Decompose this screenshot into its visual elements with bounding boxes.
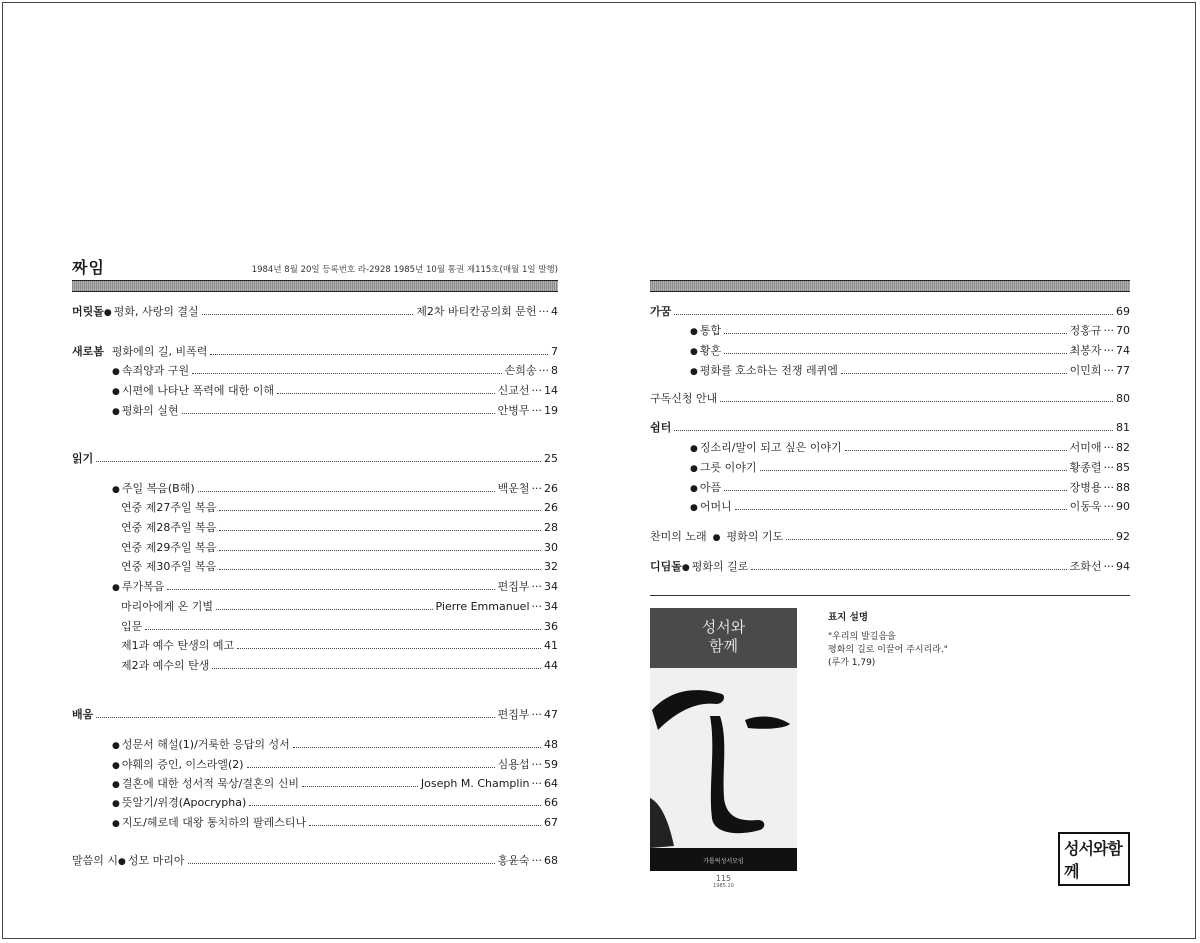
toc-entry-title: 아픔 (699, 481, 722, 494)
dot-leader (237, 648, 541, 649)
toc-entry-title: 성모 마리아 (127, 854, 185, 867)
bullet-icon: ● (112, 407, 120, 417)
toc-section-label: 배움 (72, 708, 94, 721)
toc-entry (690, 441, 1130, 456)
toc-entry (650, 560, 1130, 575)
toc-entry-page: 92 (1116, 530, 1130, 543)
toc-entry (112, 364, 558, 379)
toc-entry-title: 입문 (121, 620, 143, 633)
toc-entry-page: 80 (1116, 392, 1130, 405)
toc-entry-page: 7 (551, 345, 558, 358)
dot-leader (167, 589, 494, 590)
toc-entry-page: 26 (544, 501, 558, 514)
author-dots: ··· (1103, 500, 1114, 513)
dot-leader (760, 470, 1067, 471)
toc-entry-title: 평화의 실현 (121, 404, 179, 417)
toc-entry-title: 평화, 사랑의 결실 (113, 305, 199, 318)
author-dots: ··· (531, 708, 542, 721)
toc-entry-title: 루가복음 (121, 580, 165, 593)
author-dots: ··· (538, 305, 549, 318)
toc-entry-author: 이민희 (1069, 364, 1102, 377)
toc-entry-title: 제2과 예수의 탄생 (121, 659, 210, 672)
toc-entry (112, 796, 558, 811)
toc-section-label: 가꿈 (650, 305, 672, 318)
toc-entry-title: 마리아에게 온 기별 (121, 600, 214, 613)
toc-entry-author: Pierre Emmanuel (435, 600, 530, 613)
dot-leader (786, 539, 1113, 540)
face-brush-icon (650, 668, 797, 848)
dot-leader (210, 354, 548, 355)
cover-title (650, 618, 797, 656)
toc-entry (121, 639, 558, 653)
bullet-icon: ● (112, 761, 120, 771)
toc-entry (72, 452, 558, 466)
toc-entry-title: 주일 복음(B해) (121, 482, 195, 495)
toc-entry (650, 421, 1130, 435)
toc-entry (112, 738, 558, 753)
toc-section-label: 구독신청 안내 (650, 392, 718, 405)
toc-entry-title: 성문서 해설(1)/거룩한 응답의 성서 (121, 738, 290, 751)
toc-entry (690, 481, 1130, 496)
bullet-separator-icon: ● (712, 533, 721, 543)
toc-entry (690, 324, 1130, 339)
toc-entry (121, 600, 558, 614)
toc-entry-title: 뜻알기/위경(Apocrypha) (121, 796, 247, 809)
toc-entry-page: 44 (544, 659, 558, 672)
toc-entry (690, 364, 1130, 379)
bullet-icon: ● (112, 780, 120, 790)
toc-entry-author: 심용섭 (497, 758, 530, 771)
toc-entry (112, 482, 558, 497)
toc-entry-page: 64 (544, 777, 558, 790)
dot-leader (293, 747, 541, 748)
bullet-icon: ● (690, 327, 698, 337)
toc-entry-page: 36 (544, 620, 558, 633)
author-dots: ··· (531, 580, 542, 593)
toc-entry-page: 85 (1116, 461, 1130, 474)
toc-entry (121, 620, 558, 634)
toc-entry-title: 징소리/말이 되고 싶은 이야기 (699, 441, 842, 454)
toc-entry-page: 59 (544, 758, 558, 771)
toc-entry-title: 황혼 (699, 344, 722, 357)
toc-entry-title: 지도/헤로데 대왕 통치하의 팔레스티나 (121, 816, 307, 829)
author-dots: ··· (531, 404, 542, 417)
toc-section-label: 쉼터 (650, 421, 672, 434)
toc-entry-page: 34 (544, 600, 558, 613)
toc-entry-author: 제2차 바티칸공의회 문헌 (416, 305, 537, 318)
toc-entry (690, 344, 1130, 359)
toc-entry (112, 404, 558, 419)
right-column (650, 0, 1130, 943)
toc-entry-page: 4 (551, 305, 558, 318)
toc-entry (112, 758, 558, 773)
dot-leader (674, 430, 1113, 431)
toc-entry (112, 580, 558, 595)
toc-entry (72, 708, 558, 722)
toc-entry-author: 손희송 (504, 364, 537, 377)
toc-entry-author: 이동욱 (1069, 500, 1102, 513)
dot-leader (202, 314, 414, 315)
dot-leader (735, 509, 1067, 510)
author-dots: ··· (1103, 344, 1114, 357)
dot-leader (724, 353, 1066, 354)
toc-entry-page: 74 (1116, 344, 1130, 357)
toc-section-label: 새로봄 (72, 345, 104, 358)
author-dots: ··· (531, 758, 542, 771)
dot-leader (182, 413, 495, 414)
toc-entry (121, 659, 558, 673)
dot-leader (249, 805, 541, 806)
dot-leader (145, 629, 541, 630)
toc-entry-page: 32 (544, 560, 558, 573)
toc-entry (121, 521, 558, 535)
toc-entry-author: 조화선 (1069, 560, 1102, 573)
toc-entry-page: 81 (1116, 421, 1130, 434)
left-column (72, 0, 558, 943)
toc-section-label: 찬미의 노래 (650, 530, 707, 543)
cover-image (650, 608, 797, 889)
author-dots: ··· (1103, 324, 1114, 337)
caption-title: 표지 설명 (828, 612, 869, 623)
dot-leader (302, 786, 418, 787)
toc-entry-title: 그릇 이야기 (699, 461, 757, 474)
caption-reference: (루가 1,79) (828, 658, 876, 668)
toc-entry (650, 305, 1130, 319)
dot-leader (219, 510, 541, 511)
bullet-icon: ● (112, 583, 120, 593)
toc-entry-page: 90 (1116, 500, 1130, 513)
bullet-icon: ● (112, 819, 120, 829)
author-dots: ··· (1103, 441, 1114, 454)
caption-quote-2: 평화의 길로 이끌어 주시리라." (828, 645, 948, 655)
toc-entry-title: 평화의 기도 (726, 530, 784, 543)
toc-entry-author: 서미애 (1069, 441, 1102, 454)
bullet-icon: ● (103, 308, 112, 318)
issue-date: 1985.10 (713, 883, 734, 889)
toc-entry-title: 제1과 예수 탄생의 예고 (121, 639, 235, 652)
dot-leader (219, 530, 541, 531)
bullet-icon: ● (118, 857, 126, 867)
bullet-icon: ● (681, 563, 690, 573)
toc-entry-page: 88 (1116, 481, 1130, 494)
toc-entry-page: 26 (544, 482, 558, 495)
toc-section-label: 머릿돌 (72, 305, 104, 318)
toc-entry-author: 홍윤숙 (497, 854, 530, 867)
toc-entry (72, 854, 558, 869)
bullet-icon: ● (112, 741, 120, 751)
toc-entry-title: 연중 제29주일 복음 (121, 541, 217, 554)
toc-entry-page: 34 (544, 580, 558, 593)
toc-entry-title: 평화에의 길, 비폭력 (111, 345, 208, 358)
dot-leader (247, 767, 495, 768)
toc-entry-title: 평화를 호소하는 전쟁 레퀴엠 (699, 364, 838, 377)
toc-entry-title: 통합 (699, 324, 722, 337)
author-dots: ··· (1103, 364, 1114, 377)
toc-entry-title: 평화의 길로 (691, 560, 749, 573)
cover-title-line1: 성서와 (701, 618, 746, 636)
publication-info: 1984년 8월 20일 등록번호 라-2928 1985년 10월 통권 제115호(매월 1일 발행) (251, 265, 558, 275)
author-dots: ··· (531, 384, 542, 397)
header-bar-right (650, 280, 1130, 292)
toc-entry (112, 777, 558, 792)
toc-entry-page: 67 (544, 816, 558, 829)
dot-leader (219, 550, 541, 551)
toc-entry-author: Joseph M. Champlin (420, 777, 530, 790)
bullet-icon: ● (690, 464, 698, 474)
bullet-icon: ● (690, 367, 698, 377)
toc-entry-author: 안병무 (497, 404, 530, 417)
cover-title-line2: 함께 (709, 637, 738, 655)
author-dots: ··· (538, 364, 549, 377)
issue-number: 115 (715, 874, 732, 883)
toc-entry (112, 384, 558, 399)
toc-entry-author: 편집부 (497, 580, 530, 593)
dot-leader (219, 569, 541, 570)
dot-leader (724, 333, 1066, 334)
toc-entry-page: 94 (1116, 560, 1130, 573)
bullet-icon: ● (690, 484, 698, 494)
dot-leader (216, 609, 433, 610)
magazine-logo: 성서와함께 (1058, 832, 1130, 886)
toc-entry-page: 48 (544, 738, 558, 751)
dot-leader (277, 393, 495, 394)
author-dots: ··· (1103, 560, 1114, 573)
toc-entry-author: 편집부 (497, 708, 530, 721)
dot-leader (720, 401, 1113, 402)
toc-entry-page: 66 (544, 796, 558, 809)
toc-entry (112, 816, 558, 831)
toc-entry (650, 530, 1130, 545)
toc-entry-title: 어머니 (699, 500, 732, 513)
toc-entry (72, 345, 558, 359)
dot-leader (845, 450, 1067, 451)
toc-entry-title: 결혼에 대한 성서적 묵상/결혼의 신비 (121, 777, 299, 790)
toc-entry-page: 70 (1116, 324, 1130, 337)
toc-entry-page: 77 (1116, 364, 1130, 377)
toc-entry (121, 541, 558, 555)
dot-leader (188, 863, 495, 864)
toc-section-label: 읽기 (72, 452, 94, 465)
toc-entry-title: 연중 제28주일 복음 (121, 521, 217, 534)
toc-section-label: 디딤돌 (650, 560, 682, 573)
toc-entry-title: 연중 제27주일 복음 (121, 501, 217, 514)
toc-entry (121, 560, 558, 574)
author-dots: ··· (531, 482, 542, 495)
dot-leader (674, 314, 1113, 315)
bullet-icon: ● (690, 347, 698, 357)
bullet-icon: ● (112, 367, 120, 377)
toc-entry-page: 68 (544, 854, 558, 867)
section-divider (650, 595, 1130, 596)
toc-entry-page: 8 (551, 364, 558, 377)
toc-entry-author: 황종렬 (1069, 461, 1102, 474)
dot-leader (192, 373, 501, 374)
toc-entry-title: 야훼의 증인, 이스라엘(2) (121, 758, 244, 771)
toc-entry-author: 정홍규 (1069, 324, 1102, 337)
toc-entry-title: 속죄양과 구원 (121, 364, 190, 377)
toc-entry-page: 19 (544, 404, 558, 417)
dot-leader (212, 668, 541, 669)
toc-entry-page: 47 (544, 708, 558, 721)
dot-leader (751, 569, 1066, 570)
bullet-icon: ● (690, 503, 698, 513)
toc-entry-author: 장병용 (1069, 481, 1102, 494)
caption-quote-1: "우리의 발길음을 (828, 632, 896, 642)
bullet-icon: ● (112, 799, 120, 809)
dot-leader (309, 825, 541, 826)
bullet-icon: ● (112, 387, 120, 397)
toc-entry-page: 14 (544, 384, 558, 397)
dot-leader (841, 373, 1067, 374)
author-dots: ··· (531, 600, 542, 613)
header-bar (72, 280, 558, 292)
bullet-icon: ● (112, 485, 120, 495)
page-title: 짜임 (72, 258, 105, 277)
toc-entry-author: 신교선 (497, 384, 530, 397)
dot-leader (724, 490, 1066, 491)
toc-entry (650, 392, 1130, 406)
toc-entry (72, 305, 558, 320)
cover-issue-number (650, 874, 797, 889)
bullet-icon: ● (690, 444, 698, 454)
author-dots: ··· (531, 777, 542, 790)
author-dots: ··· (531, 854, 542, 867)
author-dots: ··· (1103, 481, 1114, 494)
toc-entry-page: 28 (544, 521, 558, 534)
toc-section-label: 말씀의 시 (72, 854, 119, 867)
toc-entry-page: 41 (544, 639, 558, 652)
toc-entry-title: 연중 제30주일 복음 (121, 560, 217, 573)
dot-leader (96, 717, 494, 718)
toc-entry-page: 69 (1116, 305, 1130, 318)
toc-entry-author: 최봉자 (1069, 344, 1102, 357)
toc-entry-author: 백운철 (497, 482, 530, 495)
cover-publisher: 가톨릭성서모임 (703, 858, 744, 865)
toc-entry-page: 82 (1116, 441, 1130, 454)
author-dots: ··· (1103, 461, 1114, 474)
toc-entry-page: 25 (544, 452, 558, 465)
dot-leader (96, 461, 541, 462)
dot-leader (198, 491, 495, 492)
toc-entry-page: 30 (544, 541, 558, 554)
toc-entry (690, 500, 1130, 515)
toc-entry (690, 461, 1130, 476)
toc-entry (121, 501, 558, 515)
toc-entry-title: 시편에 나타난 폭력에 대한 이해 (121, 384, 274, 397)
